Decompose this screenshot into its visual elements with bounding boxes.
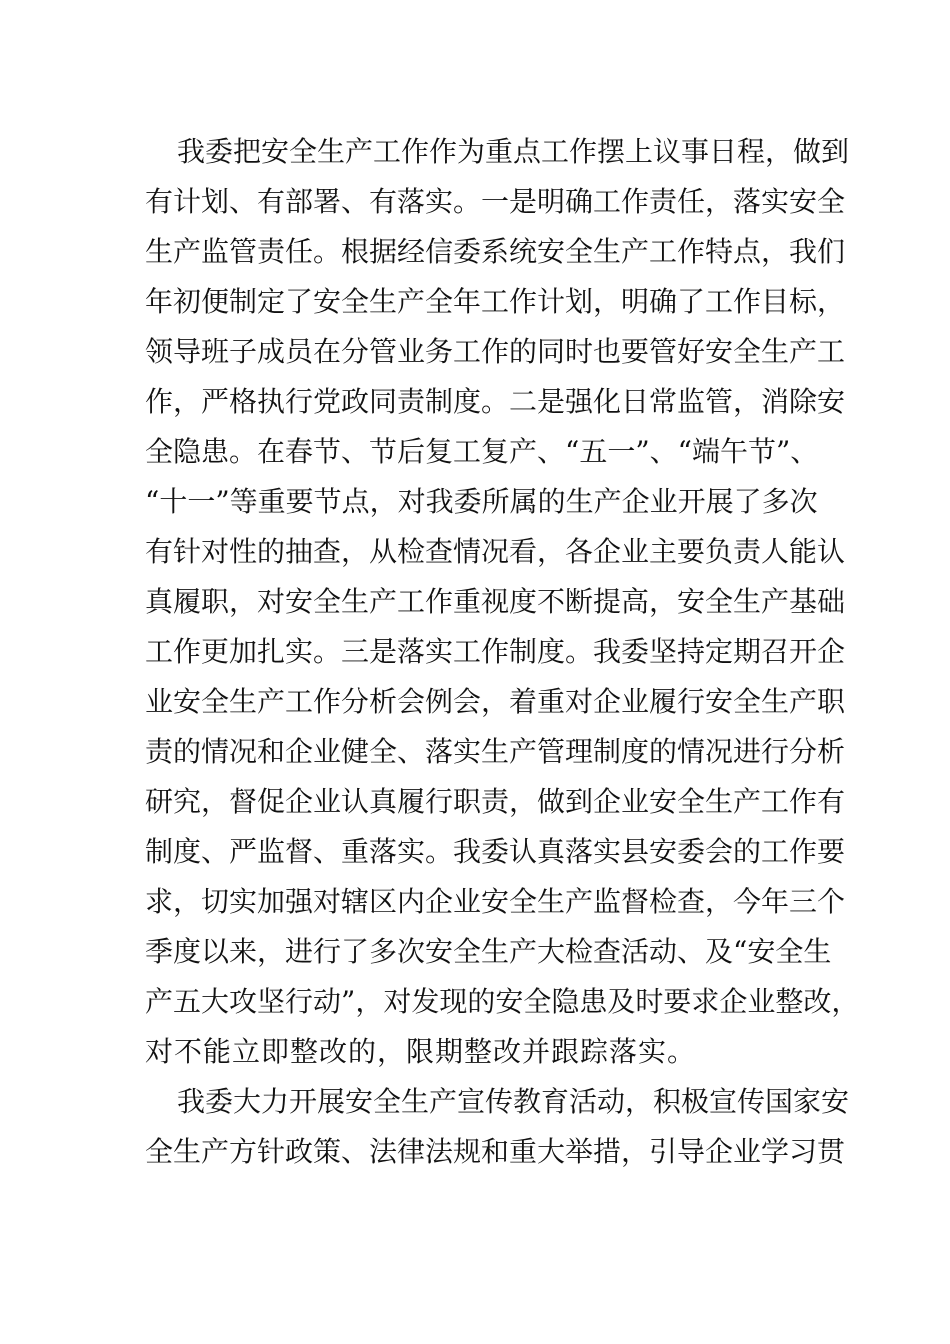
paragraph-1 [145,127,860,1077]
paragraph-2 [145,1077,850,1177]
text-line: 责的情况和企业健全、落实生产管理制度的情况进行分析 [145,735,846,768]
text-line: “十一”等重要节点，对我委所属的生产企业开展了多次 [145,485,818,518]
text-line: 真履职，对安全生产工作重视度不断提高，安全生产基础 [145,585,846,618]
text-line: 全隐患。在春节、节后复工复产、“五一”、“端午节”、 [145,435,819,468]
text-line: 工作更加扎实。三是落实工作制度。我委坚持定期召开企 [145,635,846,668]
text-line: 研究，督促企业认真履行职责，做到企业安全生产工作有 [145,785,846,818]
text-line: 季度以来，进行了多次安全生产大检查活动、及“安全生 [145,935,832,968]
text-line: 对不能立即整改的，限期整改并跟踪落实。 [145,1035,697,1068]
text-line: 作，严格执行党政同责制度。二是强化日常监管，消除安 [145,385,846,418]
text-line: 业安全生产工作分析会例会，着重对企业履行安全生产职 [145,685,846,718]
text-line: 产五大攻坚行动”，对发现的安全隐患及时要求企业整改， [145,985,860,1018]
text-line: 生产监管责任。根据经信委系统安全生产工作特点，我们 [145,235,846,268]
text-line: 我委大力开展安全生产宣传教育活动，积极宣传国家安 [177,1085,850,1118]
text-line: 有计划、有部署、有落实。一是明确工作责任，落实安全 [145,185,846,218]
text-line: 全生产方针政策、法律法规和重大举措，引导企业学习贯 [145,1135,846,1168]
text-line: 有针对性的抽查，从检查情况看，各企业主要负责人能认 [145,535,846,568]
text-line: 领导班子成员在分管业务工作的同时也要管好安全生产工 [145,335,846,368]
text-line: 制度、严监督、重落实。我委认真落实县安委会的工作要 [145,835,846,868]
text-line: 年初便制定了安全生产全年工作计划，明确了工作目标， [145,285,846,318]
text-line: 求，切实加强对辖区内企业安全生产监督检查，今年三个 [145,885,846,918]
text-line: 我委把安全生产工作作为重点工作摆上议事日程，做到 [177,135,850,168]
